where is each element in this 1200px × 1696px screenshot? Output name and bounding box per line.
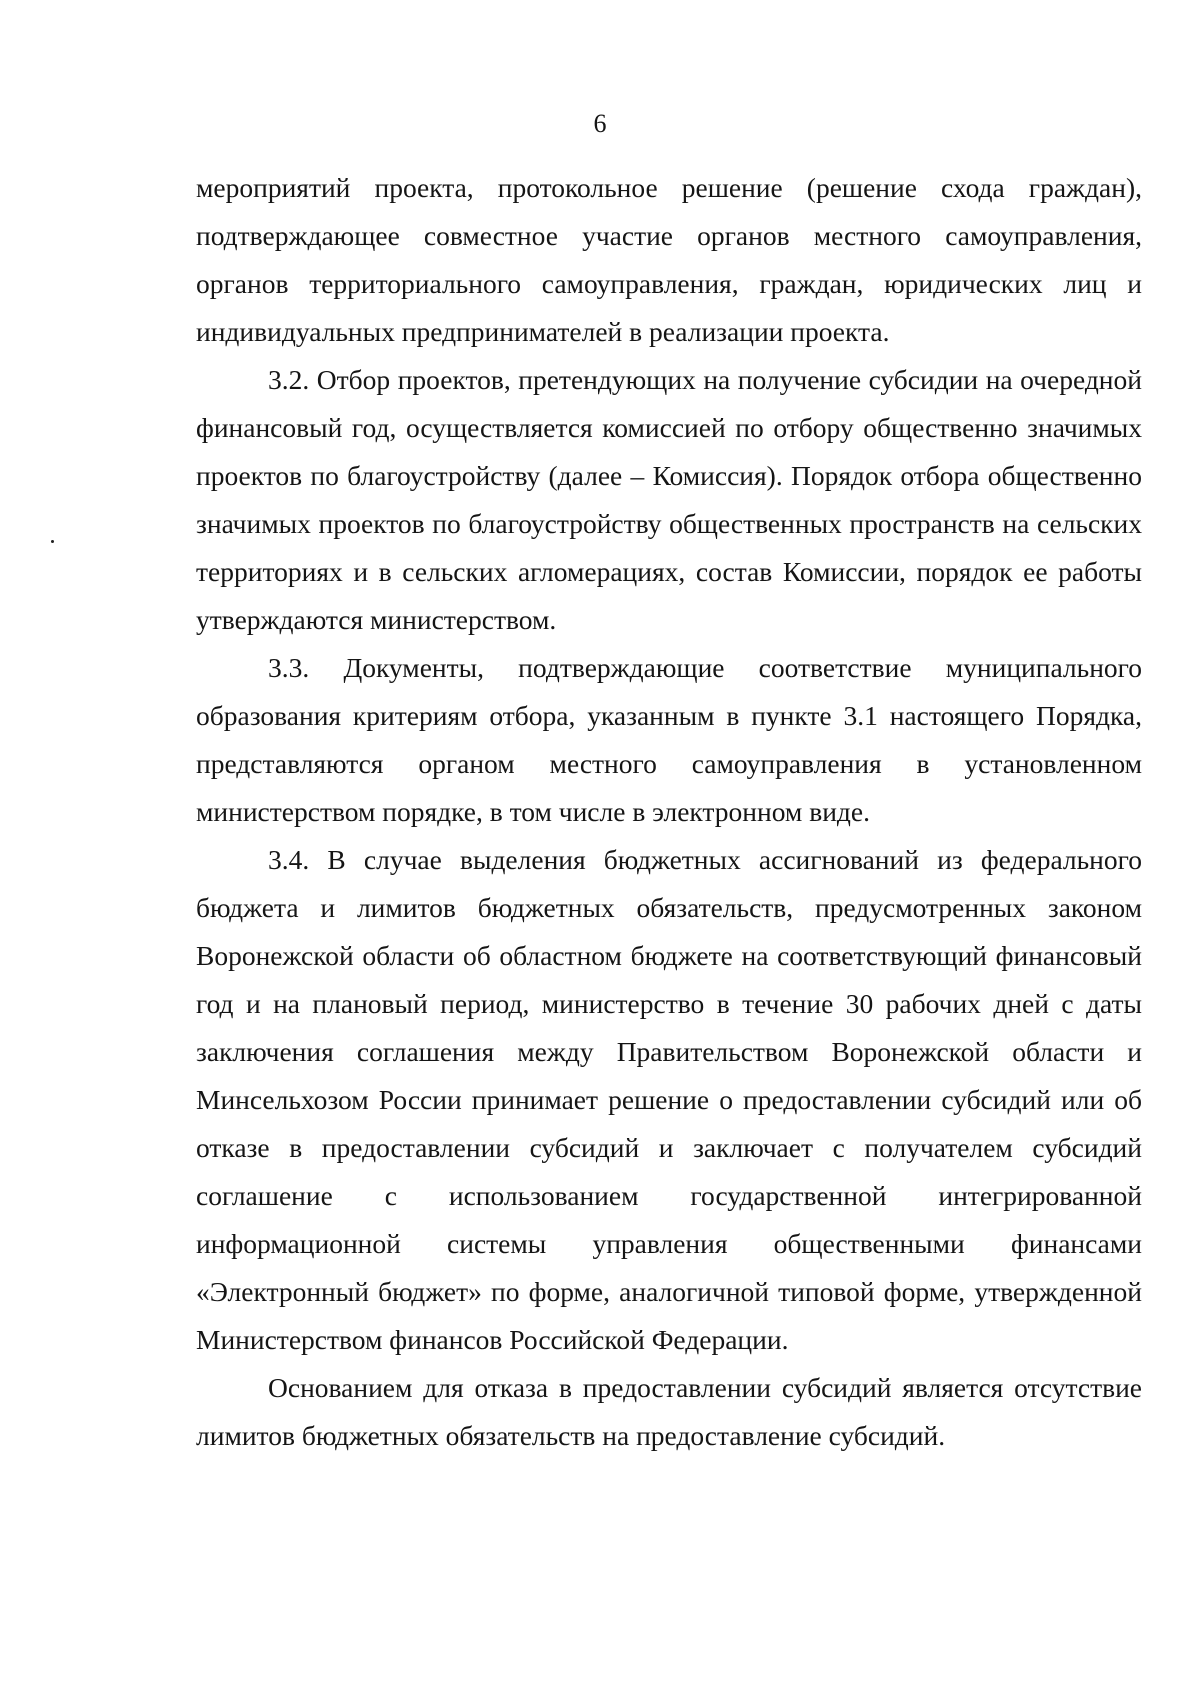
page-number: 6: [593, 109, 607, 138]
document-body: [196, 164, 1142, 1460]
paragraph-continuation: мероприятий проекта, протокольное решение (решение схода граждан), подтверждающее совместное участие органов местного самоуправления, органов территориального самоуправления, граждан, юридических лиц и индивидуальных предпринимателей в реализации проекта.: [196, 172, 1142, 347]
paragraph-3-3: 3.3. Документы, подтверждающие соответствие муниципального образования критериям отбора, указанным в пункте 3.1 настоящего Порядка, представляются органом местного самоуправления в установленном министерством порядке, в том числе в электронном виде.: [196, 652, 1142, 827]
scan-artifact-dot: [51, 540, 54, 543]
paragraph-3-4: 3.4. В случае выделения бюджетных ассигнований из федерального бюджета и лимитов бюджетных обязательств, предусмотренных законом Воронежской области об областном бюджете на соответствующий финансовый год и на плановый период, министерство в течение 30 рабочих дней с даты заключения соглашения между Правительством Воронежской области и Минсельхозом России принимает решение о предоставлении субсидий или об отказе в предоставлении субсидий и заключает с получателем субсидий соглашение с использованием государственной интегрированной информационной системы управления общественными финансами «Электронный бюджет» по форме, аналогичной типовой форме, утвержденной Министерством финансов Российской Федерации.: [196, 844, 1142, 1355]
paragraph-refusal-basis: Основанием для отказа в предоставлении субсидий является отсутствие лимитов бюджетных обязательств на предоставление субсидий.: [196, 1372, 1142, 1451]
paragraph-3-2: 3.2. Отбор проектов, претендующих на получение субсидии на очередной финансовый год, осуществляется комиссией по отбору общественно значимых проектов по благоустройству (далее – Комиссия). Порядок отбора общественно значимых проектов по благоустройству общественных пространств на сельских территориях и в сельских агломерациях, состав Комиссии, порядок ее работы утверждаются министерством.: [196, 364, 1142, 635]
